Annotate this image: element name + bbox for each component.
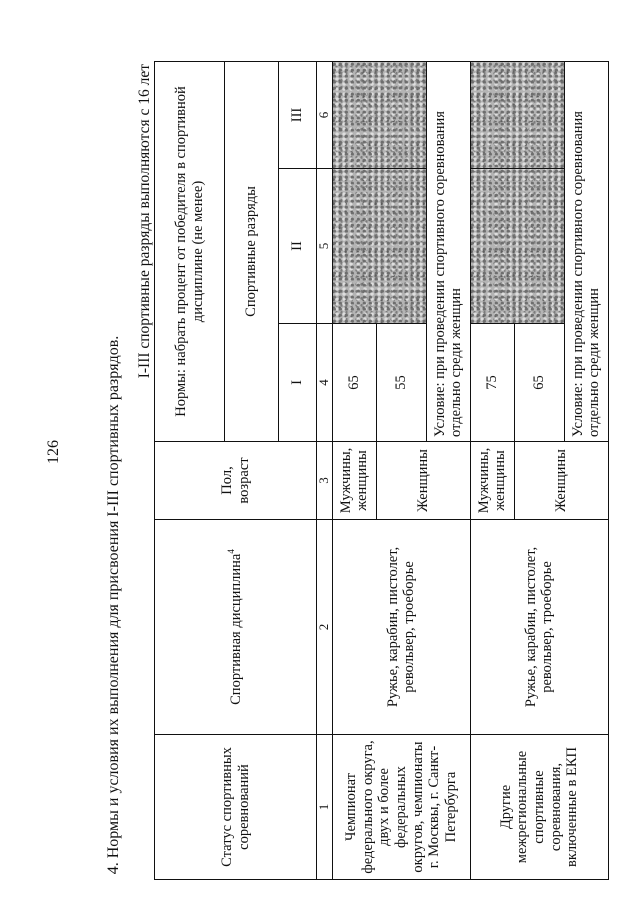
gender-cell: Мужчины, женщины xyxy=(332,442,376,520)
header-ranks: Спортивные разряды xyxy=(225,61,279,441)
header-status: Статус спортивных соревнований xyxy=(155,735,317,880)
column-number: 3 xyxy=(317,442,333,520)
gender-cell: Женщины xyxy=(376,442,470,520)
header-row-1 xyxy=(155,61,225,879)
header-gender-age: Пол, возраст xyxy=(155,442,317,520)
rank-1-value: 75 xyxy=(470,324,514,442)
column-number: 5 xyxy=(317,169,333,324)
table-row xyxy=(470,61,514,879)
header-norms: Нормы: набрать процент от победителя в спортивной дисциплине (не менее) xyxy=(155,61,225,441)
rotated-table-block xyxy=(136,62,603,880)
column-number: 2 xyxy=(317,520,333,735)
condition-cell: Условие: при проведении спортивного соревнования отдельно среди женщин xyxy=(426,61,470,441)
rank-1-value: 65 xyxy=(514,324,564,442)
norms-table xyxy=(154,61,609,880)
gender-cell: Мужчины, женщины xyxy=(470,442,514,520)
header-rank-3: III xyxy=(279,61,317,168)
competition-status-cell: Другие межрегиональные спортивные соревнования, включенные в ЕКП xyxy=(470,735,608,880)
gender-cell: Женщины xyxy=(514,442,608,520)
shaded-empty-cell xyxy=(470,169,564,324)
shaded-empty-cell xyxy=(470,61,564,168)
competition-status-cell: Чемпионат федерального округа, двух и более федеральных округов, чемпионаты г. Москвы, г. Санкт-Петербурга xyxy=(332,735,470,880)
footnote-marker: 4 xyxy=(226,549,237,554)
header-rank-2: II xyxy=(279,169,317,324)
header-rank-1: I xyxy=(279,324,317,442)
table-row xyxy=(332,61,376,879)
rank-1-value: 55 xyxy=(376,324,426,442)
column-number-row xyxy=(317,61,333,879)
discipline-cell: Ружье, карабин, пистолет, револьвер, троеборье xyxy=(332,520,470,735)
condition-cell: Условие: при проведении спортивного соревнования отдельно среди женщин xyxy=(564,61,608,441)
section-heading: 4. Нормы и условия их выполнения для присвоения I-III спортивных разрядов. xyxy=(105,335,122,875)
page-number: 126 xyxy=(45,440,62,464)
shaded-empty-cell xyxy=(332,169,426,324)
column-number: 6 xyxy=(317,61,333,168)
rank-1-value: 65 xyxy=(332,324,376,442)
header-discipline: Спортивная дисциплина$^4$ xyxy=(155,520,317,735)
shaded-empty-cell xyxy=(332,61,426,168)
column-number: 1 xyxy=(317,735,333,880)
table-caption: I-III спортивные разряды выполняются с 16 лет xyxy=(136,64,153,379)
norms-table-container xyxy=(136,62,603,880)
discipline-cell: Ружье, карабин, пистолет, револьвер, троеборье xyxy=(470,520,608,735)
column-number: 4 xyxy=(317,324,333,442)
